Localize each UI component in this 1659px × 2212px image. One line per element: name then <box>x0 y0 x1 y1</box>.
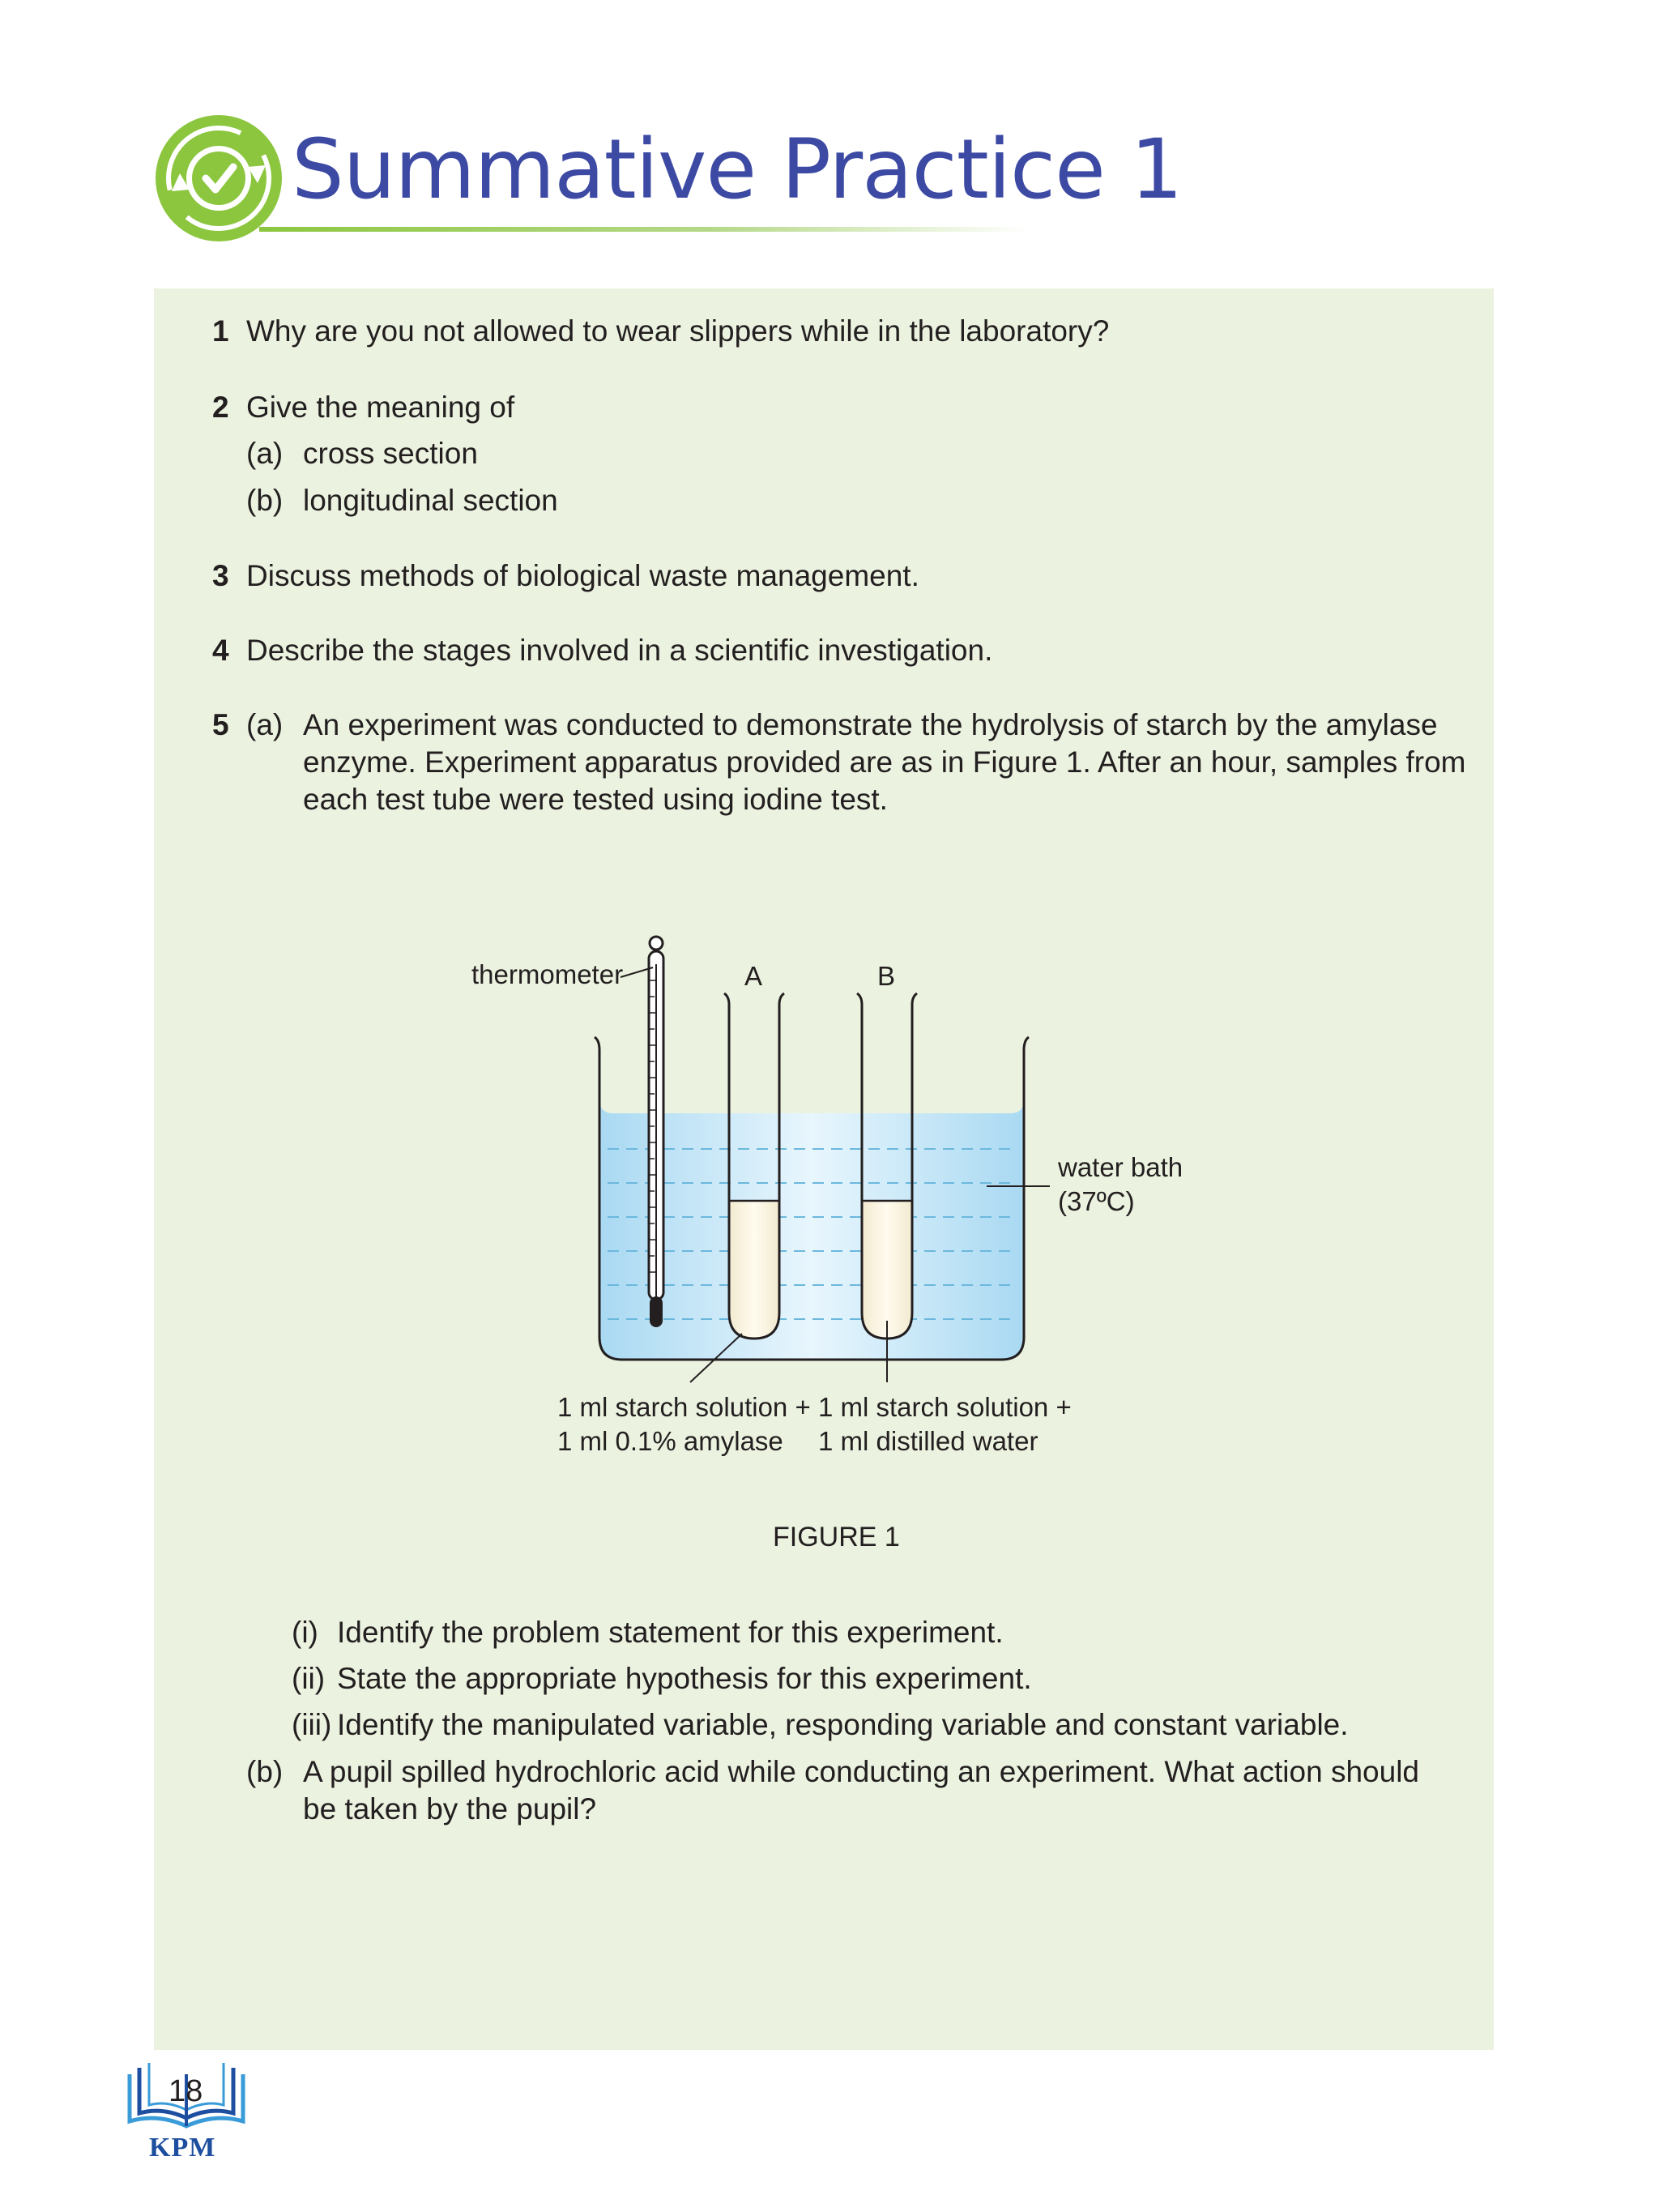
part-text-line: enzyme. Experiment apparatus provided are as in Figure 1. After an hour, samples from <box>303 745 1466 779</box>
subpart-text: State the appropriate hypothesis for this experiment. <box>337 1662 1032 1695</box>
thermometer <box>649 937 663 1327</box>
part-text-line: An experiment was conducted to demonstrate the hydrolysis of starch by the amylase <box>303 708 1438 741</box>
part-label: (b) <box>246 1755 284 1788</box>
part-label: (a) <box>246 437 284 470</box>
part-text-line: be taken by the pupil? <box>303 1792 597 1826</box>
figure-1 <box>462 916 1191 1531</box>
part-text-line: A pupil spilled hydrochloric acid while conducting an experiment. What action should <box>303 1755 1419 1788</box>
tube-a-label: A <box>744 961 763 991</box>
publisher-logo: KPM <box>149 2133 216 2163</box>
subpart-label: (ii) <box>292 1662 326 1695</box>
question-text: Why are you not allowed to wear slippers while in the laboratory? <box>246 314 1110 348</box>
question-number: 1 <box>212 314 229 348</box>
question-number: 5 <box>212 708 229 741</box>
part-text: longitudinal section <box>303 484 558 517</box>
question-4 <box>212 632 1460 669</box>
question-number: 3 <box>212 559 229 592</box>
cycle-check-icon <box>154 113 284 243</box>
thermometer-label: thermometer <box>471 959 624 989</box>
question-number: 4 <box>212 634 229 667</box>
water-bath-label: water bath <box>1058 1152 1183 1182</box>
tube-a-content-line: 1 ml 0.1% amylase <box>557 1426 783 1456</box>
title-underline <box>259 227 1029 232</box>
figure-caption-text: FIGURE 1 <box>773 1522 900 1552</box>
subpart-label: (i) <box>292 1616 318 1649</box>
subpart-label: (iii) <box>292 1708 332 1741</box>
footer <box>122 2058 251 2171</box>
question-1 <box>212 313 1460 350</box>
question-text: Discuss methods of biological waste management. <box>246 559 919 592</box>
tube-b-label: B <box>877 961 896 991</box>
part-text: cross section <box>303 437 478 470</box>
question-text: Give the meaning of <box>246 391 515 424</box>
subpart-text: Identify the manipulated variable, responding variable and constant variable. <box>337 1708 1349 1741</box>
page-number: 18 <box>168 2074 203 2108</box>
tube-b-content-line: 1 ml distilled water <box>818 1426 1038 1456</box>
water-bath-temperature: (37ºC) <box>1058 1186 1135 1216</box>
question-text: Describe the stages involved in a scientific investigation. <box>246 634 993 667</box>
tube-a-content-line: 1 ml starch solution + <box>557 1392 811 1422</box>
part-label: (a) <box>246 708 284 741</box>
question-5-subparts <box>246 1614 1478 1857</box>
part-text-line: each test tube were tested using iodine test. <box>303 783 888 816</box>
part-label: (b) <box>246 484 284 517</box>
question-number: 2 <box>212 391 229 424</box>
tube-b-content-line: 1 ml starch solution + <box>818 1392 1072 1422</box>
header <box>154 113 1183 243</box>
question-3 <box>212 557 1460 595</box>
question-5 <box>212 707 1476 828</box>
question-2 <box>212 389 1460 517</box>
page-title: Summative Practice 1 <box>292 122 1183 218</box>
subpart-text: Identify the problem statement for this experiment. <box>337 1616 1004 1649</box>
